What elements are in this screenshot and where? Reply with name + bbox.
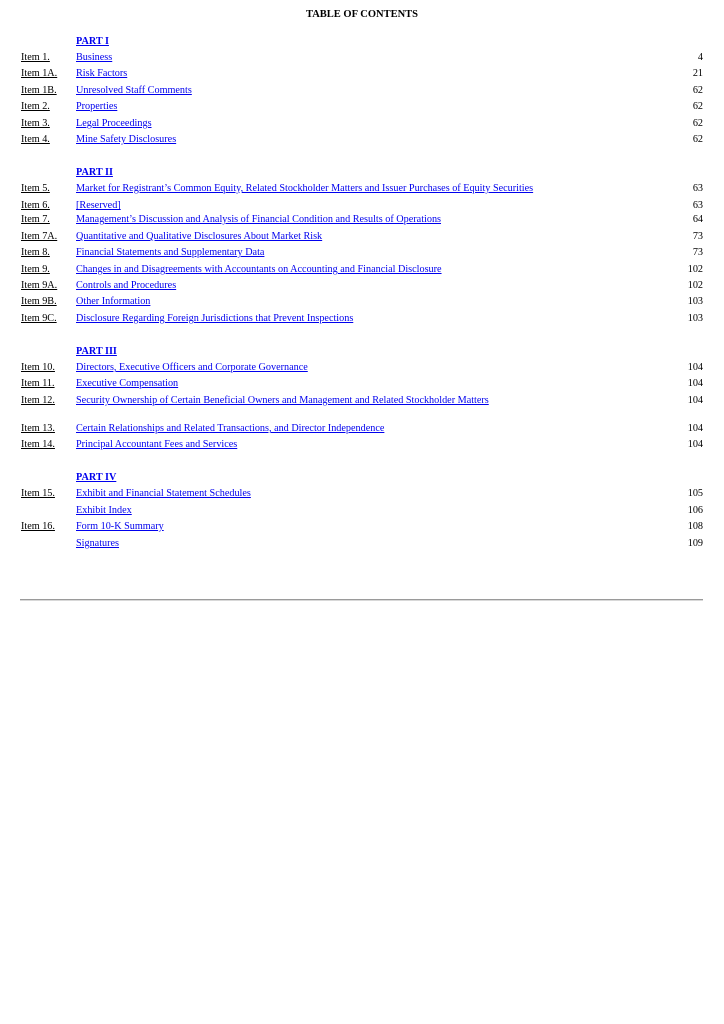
page-number: 102 <box>687 264 703 275</box>
toc-row <box>0 214 724 228</box>
toc-title: TABLE OF CONTENTS <box>305 9 419 20</box>
page-number: 62 <box>692 118 703 129</box>
toc-link-market-for-equity[interactable]: Market for Registrant’s Common Equity, Related Stockholder Matters and Issuer Purchases of Equity Securities <box>76 183 534 194</box>
toc-row <box>0 280 724 294</box>
toc-link-financial-statements[interactable]: Financial Statements and Supplementary Data <box>76 247 265 258</box>
page-number: 4 <box>697 52 703 63</box>
toc-row <box>0 134 724 148</box>
toc-link-properties[interactable]: Properties <box>76 101 118 112</box>
toc-row <box>0 296 724 310</box>
toc-link-certain-relationships[interactable]: Certain Relationships and Related Transactions, and Director Independence <box>76 423 385 434</box>
page-number: 104 <box>687 378 703 389</box>
toc-link-legal-proceedings[interactable]: Legal Proceedings <box>76 118 152 129</box>
toc-row <box>0 68 724 82</box>
page-number: 62 <box>692 134 703 145</box>
toc-link-market-risk[interactable]: Quantitative and Qualitative Disclosures About Market Risk <box>76 231 323 242</box>
item-number: Item 10. <box>21 362 55 373</box>
page-number: 103 <box>687 296 703 307</box>
toc-row <box>0 52 724 66</box>
toc-row <box>0 118 724 132</box>
page-number: 102 <box>687 280 703 291</box>
page-number: 73 <box>692 231 703 242</box>
item-number: Item 2. <box>21 101 50 112</box>
toc-row <box>0 85 724 99</box>
item-number: Item 1B. <box>21 85 57 96</box>
item-number: Item 7A. <box>21 231 58 242</box>
toc-link-reserved[interactable]: [Reserved] <box>76 200 121 211</box>
page-number: 108 <box>687 521 703 532</box>
item-number: Item 1. <box>21 52 50 63</box>
toc-link-business[interactable]: Business <box>76 52 113 63</box>
toc-link-risk-factors[interactable]: Risk Factors <box>76 68 128 79</box>
toc-link-principal-accountant[interactable]: Principal Accountant Fees and Services <box>76 439 238 450</box>
page-divider <box>20 599 703 601</box>
toc-link-exhibit-index[interactable]: Exhibit Index <box>76 505 132 516</box>
page-number: 104 <box>687 439 703 450</box>
page-number: 62 <box>692 85 703 96</box>
page-number: 62 <box>692 101 703 112</box>
toc-row <box>0 538 724 552</box>
toc-link-directors[interactable]: Directors, Executive Officers and Corporate Governance <box>76 362 308 373</box>
toc-row <box>0 183 724 197</box>
item-number: Item 9C. <box>21 313 57 324</box>
toc-link-foreign-jurisdictions[interactable]: Disclosure Regarding Foreign Jurisdictions that Prevent Inspections <box>76 313 354 324</box>
toc-link-unresolved-staff-comments[interactable]: Unresolved Staff Comments <box>76 85 192 96</box>
item-number: Item 12. <box>21 395 55 406</box>
item-number: Item 13. <box>21 423 55 434</box>
page-number: 104 <box>687 395 703 406</box>
toc-link-other-information[interactable]: Other Information <box>76 296 151 307</box>
item-number: Item 16. <box>21 521 55 532</box>
part-i-heading[interactable]: PART I <box>76 36 109 47</box>
page-number: 21 <box>692 68 703 79</box>
item-number: Item 3. <box>21 118 50 129</box>
toc-row <box>0 423 724 437</box>
toc-row <box>0 521 724 535</box>
item-number: Item 11. <box>21 378 55 389</box>
item-number: Item 1A. <box>21 68 58 79</box>
part-iv-heading[interactable]: PART IV <box>76 472 117 483</box>
item-number: Item 9. <box>21 264 50 275</box>
page-number: 104 <box>687 362 703 373</box>
item-number: Item 9B. <box>21 296 57 307</box>
toc-row <box>0 231 724 245</box>
page-number: 63 <box>692 183 703 194</box>
toc-link-controls-procedures[interactable]: Controls and Procedures <box>76 280 177 291</box>
item-number: Item 4. <box>21 134 50 145</box>
toc-link-executive-compensation[interactable]: Executive Compensation <box>76 378 179 389</box>
toc-link-exhibit-schedules[interactable]: Exhibit and Financial Statement Schedules <box>76 488 251 499</box>
toc-link-security-ownership[interactable]: Security Ownership of Certain Beneficial Owners and Management and Related Stockholder Matters <box>76 395 489 406</box>
toc-row <box>0 395 724 409</box>
item-number: Item 7. <box>21 214 50 225</box>
item-number: Item 14. <box>21 439 55 450</box>
toc-link-form-10k-summary[interactable]: Form 10-K Summary <box>76 521 164 532</box>
toc-row <box>0 378 724 392</box>
toc-link-changes-disagreements[interactable]: Changes in and Disagreements with Accountants on Accounting and Financial Disclosure <box>76 264 442 275</box>
page-number: 106 <box>687 505 703 516</box>
page-number: 73 <box>692 247 703 258</box>
toc-row <box>0 362 724 376</box>
toc-row <box>0 488 724 502</box>
toc-row <box>0 200 724 214</box>
part-ii-heading[interactable]: PART II <box>76 167 113 178</box>
page-number: 109 <box>687 538 703 549</box>
item-number: Item 5. <box>21 183 50 194</box>
toc-row <box>0 264 724 278</box>
toc-link-signatures[interactable]: Signatures <box>76 538 120 549</box>
page-number: 63 <box>692 200 703 211</box>
toc-row <box>0 101 724 115</box>
page-number: 64 <box>692 214 703 225</box>
part-iii-heading[interactable]: PART III <box>76 346 117 357</box>
page-number: 105 <box>687 488 703 499</box>
toc-link-mine-safety[interactable]: Mine Safety Disclosures <box>76 134 177 145</box>
toc-row <box>0 439 724 453</box>
page-number: 103 <box>687 313 703 324</box>
item-number: Item 9A. <box>21 280 58 291</box>
item-number: Item 15. <box>21 488 55 499</box>
toc-link-mdna[interactable]: Management’s Discussion and Analysis of Financial Condition and Results of Operations <box>76 214 442 225</box>
toc-row <box>0 505 724 519</box>
item-number: Item 8. <box>21 247 50 258</box>
toc-row <box>0 247 724 261</box>
toc-row <box>0 313 724 327</box>
page-number: 104 <box>687 423 703 434</box>
item-number: Item 6. <box>21 200 50 211</box>
